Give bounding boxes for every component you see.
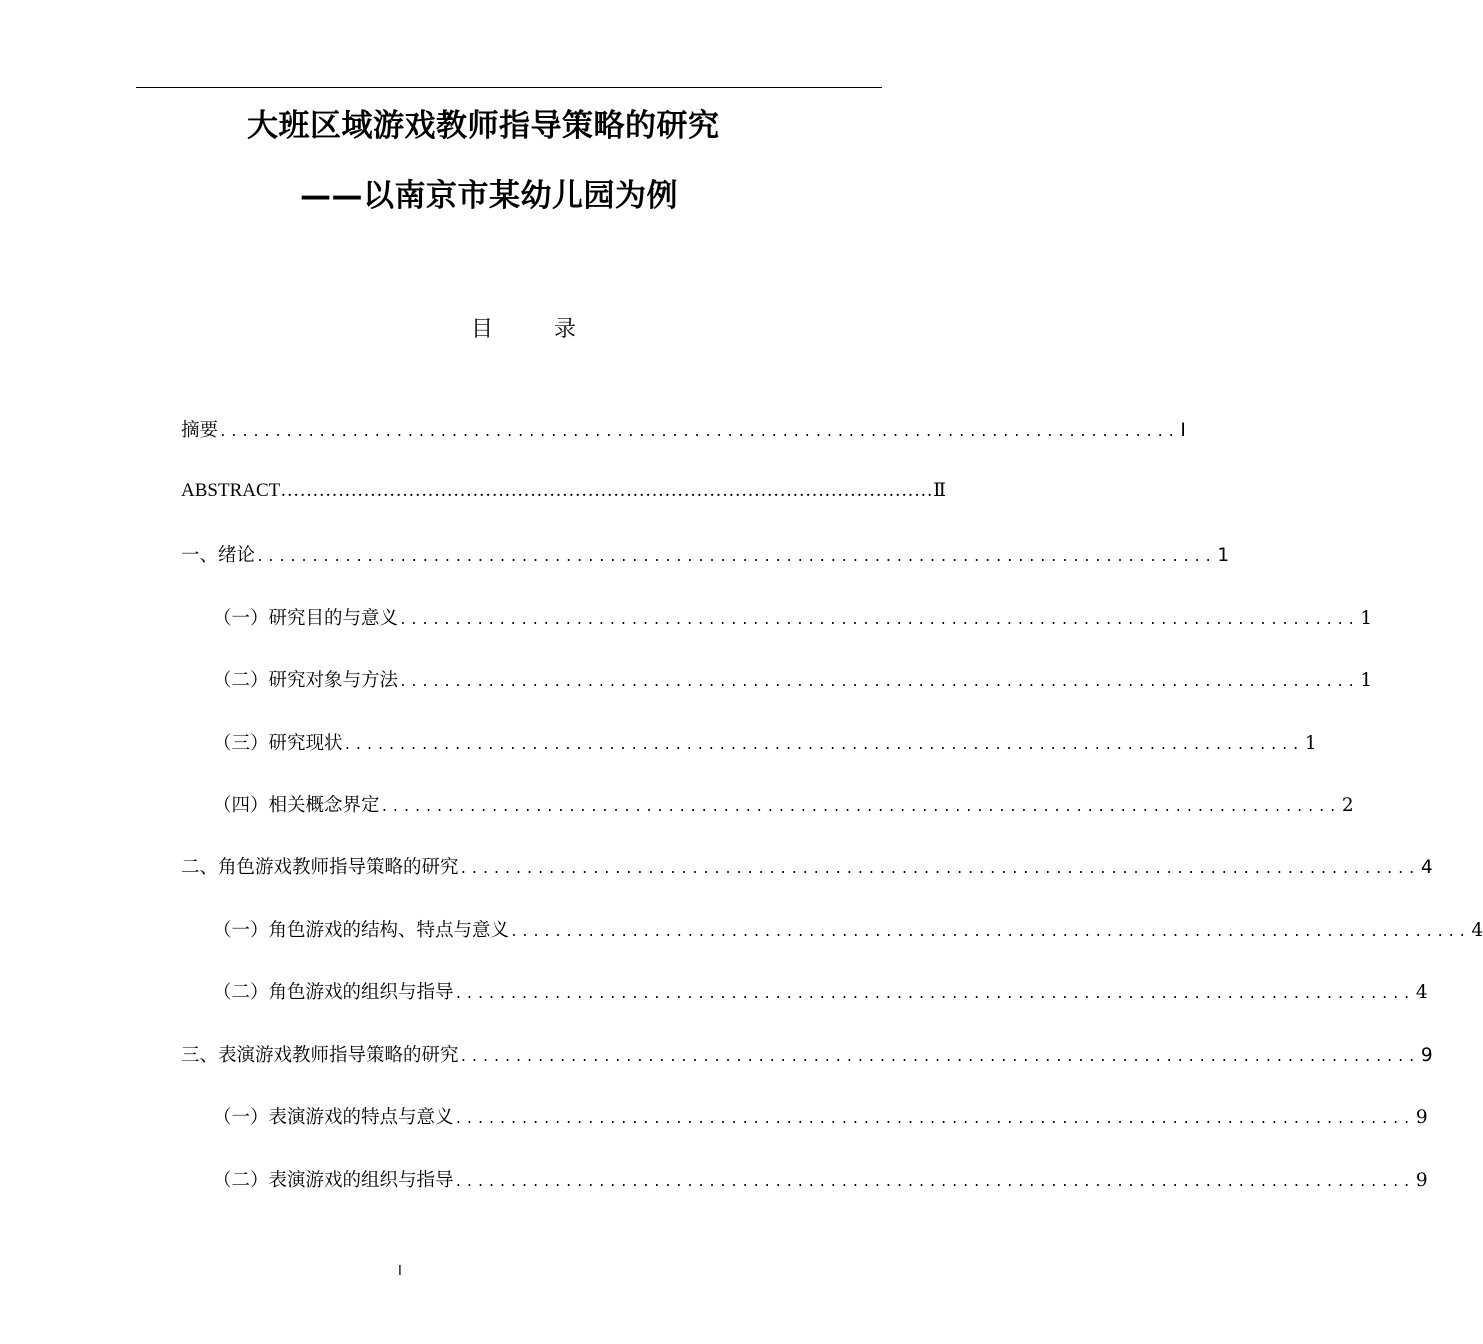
toc-entry-page: 9	[1415, 1107, 1428, 1128]
toc-entry-section-2-2[interactable]	[213, 978, 1428, 1006]
toc-leader-dots: .......................................................................................	[399, 675, 1359, 690]
toc-leader-dots: .......................................................................................	[343, 738, 1303, 753]
toc-entry-page: 1	[1360, 670, 1373, 691]
toc-entry-page: Ⅱ	[933, 480, 946, 501]
toc-entry-label: （一）表演游戏的特点与意义	[213, 1107, 454, 1128]
toc-leader-dots: …………………………………………………………………………………………	[280, 480, 934, 501]
toc-entry-page: 4	[1415, 982, 1428, 1003]
toc-entry-label: （一）角色游戏的结构、特点与意义	[213, 920, 510, 941]
toc-heading: 目 录	[471, 317, 603, 342]
toc-entry-page: 4	[1471, 920, 1483, 941]
toc-leader-dots: .......................................................................................	[454, 1175, 1414, 1190]
toc-leader-dots: .......................................................................................	[454, 1112, 1414, 1127]
toc-entry-section-3-2[interactable]	[213, 1166, 1428, 1194]
toc-leader-dots: .......................................................................................	[459, 862, 1419, 877]
toc-leader-dots: .......................................................................................	[219, 425, 1179, 440]
toc-entry-label: （二）研究对象与方法	[213, 670, 399, 691]
toc-entry-page: 9	[1415, 1170, 1428, 1191]
toc-entry-label: （二）表演游戏的组织与指导	[213, 1170, 454, 1191]
toc-leader-dots: .......................................................................................	[380, 800, 1340, 815]
toc-entry-label: 二、角色游戏教师指导策略的研究	[181, 857, 459, 878]
toc-entry-section-1-2[interactable]	[213, 666, 1373, 694]
toc-entry-page: 1	[1304, 733, 1317, 754]
toc-entry-abstract-cn[interactable]	[181, 416, 1186, 444]
toc-entry-abstract-en[interactable]	[181, 479, 946, 507]
toc-entry-label: （三）研究现状	[213, 733, 343, 754]
toc-entry-label: （四）相关概念界定	[213, 795, 380, 816]
toc-entry-section-1-4[interactable]	[213, 791, 1354, 819]
toc-leader-dots: .......................................................................................	[459, 1050, 1419, 1065]
toc-entry-section-1-1[interactable]	[213, 604, 1373, 632]
toc-entry-section-1-3[interactable]	[213, 729, 1317, 757]
toc-entry-page: 1	[1360, 608, 1373, 629]
toc-entry-section-2[interactable]	[181, 853, 1433, 881]
toc-entry-page: 2	[1341, 795, 1354, 816]
toc-entry-page: 9	[1420, 1045, 1433, 1066]
toc-entry-section-3-1[interactable]	[213, 1103, 1428, 1131]
toc-entry-label: 摘要	[181, 420, 219, 441]
toc-entry-label: 三、表演游戏教师指导策略的研究	[181, 1045, 459, 1066]
toc-leader-dots: .......................................................................................	[256, 550, 1216, 565]
toc-entry-page: 4	[1420, 857, 1433, 878]
toc-entry-label: （一）研究目的与意义	[213, 608, 399, 629]
toc-leader-dots: .......................................................................................	[510, 925, 1470, 940]
document-title: 大班区域游戏教师指导策略的研究	[247, 108, 720, 144]
toc-entry-page: Ⅰ	[1180, 420, 1186, 441]
toc-entry-section-2-1[interactable]	[213, 916, 1483, 944]
toc-entry-section-3[interactable]	[181, 1041, 1433, 1069]
page-number: Ⅰ	[398, 1264, 402, 1279]
toc-entry-label: （二）角色游戏的组织与指导	[213, 982, 454, 1003]
toc-entry-label: 一、绪论	[181, 545, 256, 566]
toc-entry-label: ABSTRACT	[181, 480, 281, 501]
toc-leader-dots: .......................................................................................	[399, 613, 1359, 628]
toc-entry-page: 1	[1217, 545, 1230, 566]
toc-entry-section-1[interactable]	[181, 541, 1230, 569]
document-subtitle: ——以南京市某幼儿园为例	[300, 178, 678, 214]
toc-leader-dots: .......................................................................................	[454, 987, 1414, 1002]
